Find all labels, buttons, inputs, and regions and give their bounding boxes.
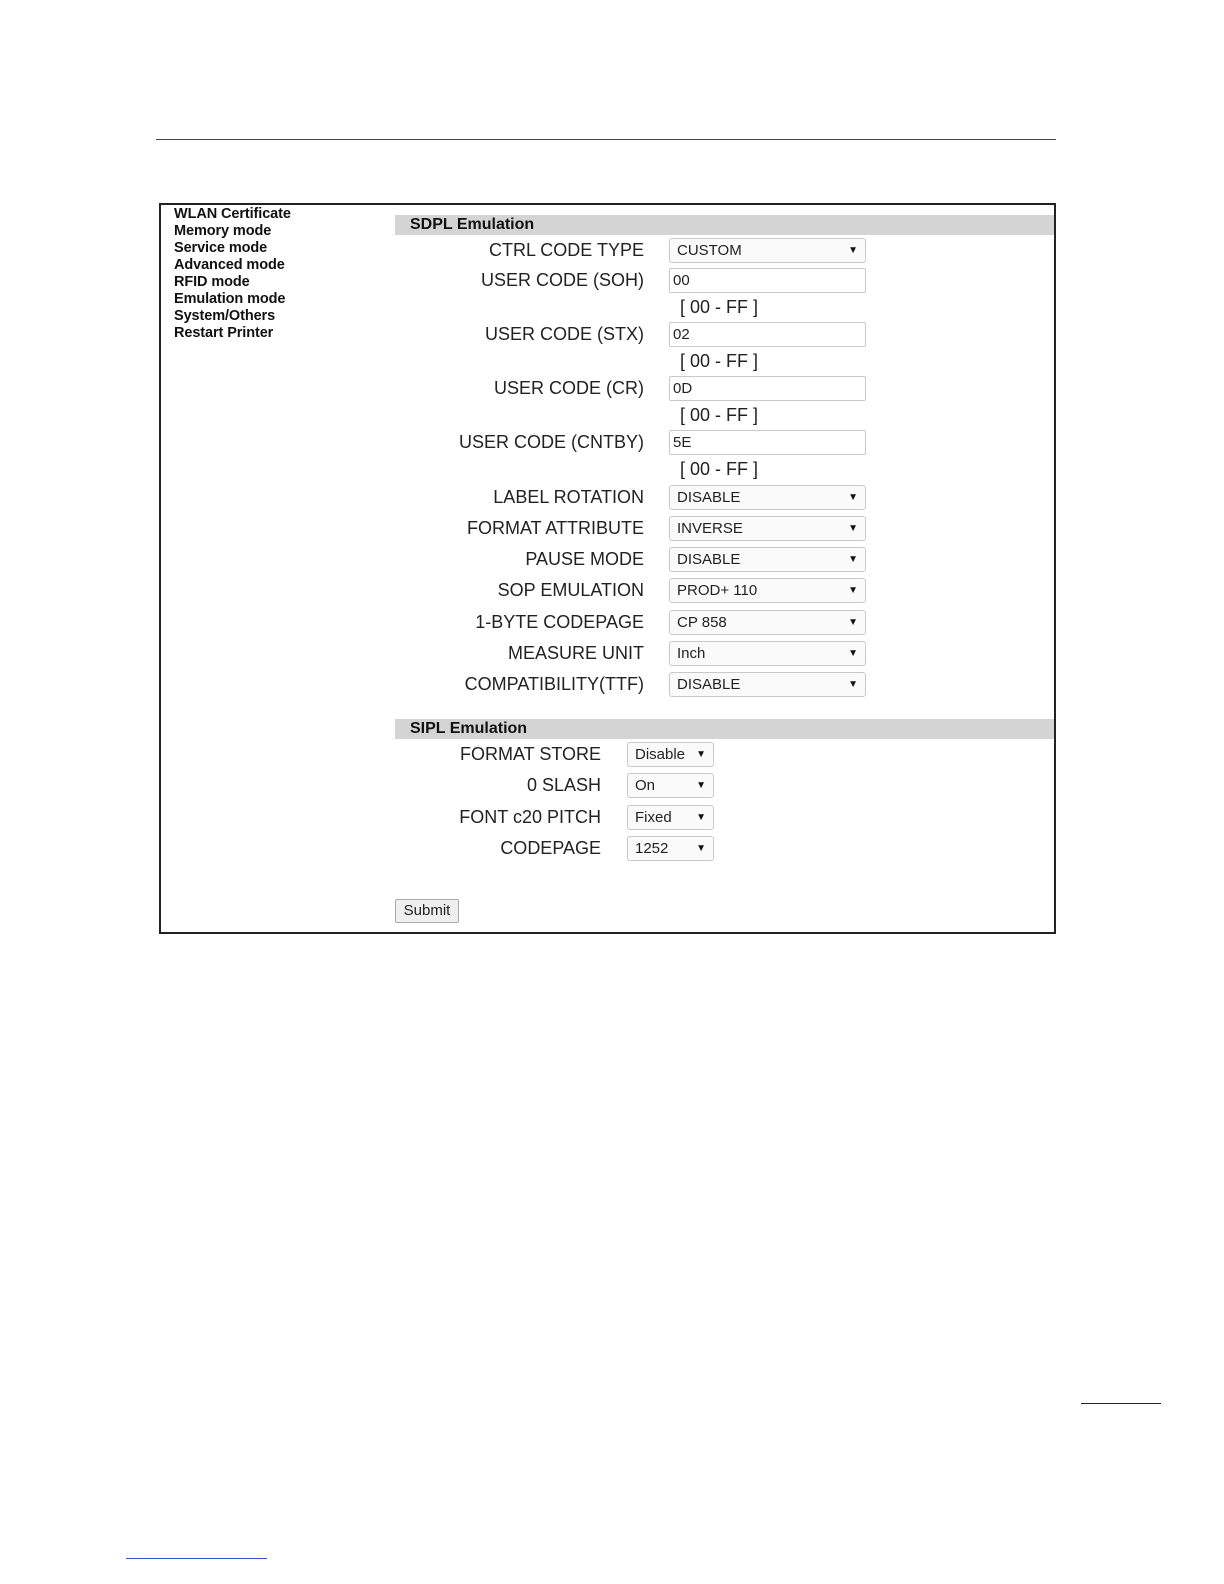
font-c20-pitch-label: FONT c20 PITCH <box>459 807 601 827</box>
compatibility-ttf-value: DISABLE <box>677 676 741 693</box>
sop-emulation-label: SOP EMULATION <box>497 580 644 600</box>
label-rotation-value: DISABLE <box>677 489 741 506</box>
user-code-soh-range: [ 00 - FF ] <box>680 297 759 317</box>
user-code-cr-range: [ 00 - FF ] <box>680 405 759 425</box>
codepage-1byte-label: 1-BYTE CODEPAGE <box>475 612 644 632</box>
dropdown-arrow-icon: ▼ <box>696 843 706 854</box>
compatibility-ttf-select[interactable] <box>669 672 866 697</box>
measure-unit-value: Inch <box>677 645 706 662</box>
user-code-cr-input[interactable] <box>669 376 866 401</box>
sipl-section-header: SIPL Emulation <box>395 719 1054 739</box>
user-code-cntby-label: USER CODE (CNTBY) <box>458 432 644 452</box>
footer-link-underline <box>126 1558 267 1559</box>
font-c20-pitch-value: Fixed <box>635 809 672 826</box>
zero-slash-select[interactable] <box>627 773 714 798</box>
user-code-soh-label: USER CODE (SOH) <box>480 270 644 290</box>
user-code-cr-label: USER CODE (CR) <box>493 378 644 398</box>
nav-item-advanced-mode[interactable]: Advanced mode <box>174 257 285 273</box>
codepage-select[interactable] <box>627 836 714 861</box>
user-code-soh-input[interactable] <box>669 268 866 293</box>
format-attribute-label: FORMAT ATTRIBUTE <box>466 518 644 538</box>
submit-button[interactable]: Submit <box>395 899 459 923</box>
format-attribute-value: INVERSE <box>677 520 743 537</box>
dropdown-arrow-icon: ▼ <box>696 780 706 791</box>
page-number-rule <box>1081 1403 1161 1404</box>
measure-unit-label: MEASURE UNIT <box>507 643 644 663</box>
user-code-cntby-input[interactable] <box>669 430 866 455</box>
codepage-1byte-value: CP 858 <box>677 614 727 631</box>
label-rotation-select[interactable] <box>669 485 866 510</box>
format-attribute-select[interactable] <box>669 516 866 541</box>
dropdown-arrow-icon: ▼ <box>848 245 858 256</box>
sdpl-section-header: SDPL Emulation <box>395 215 1054 235</box>
format-store-value: Disable <box>635 746 686 763</box>
codepage-value: 1252 <box>635 840 669 857</box>
measure-unit-select[interactable] <box>669 641 866 666</box>
dropdown-arrow-icon: ▼ <box>848 492 858 503</box>
printer-config-screenshot <box>159 203 1056 934</box>
zero-slash-label: 0 SLASH <box>526 775 601 795</box>
user-code-stx-input[interactable] <box>669 322 866 347</box>
sop-emulation-select[interactable] <box>669 578 866 603</box>
dropdown-arrow-icon: ▼ <box>848 523 858 534</box>
nav-item-rfid-mode[interactable]: RFID mode <box>174 274 250 290</box>
nav-item-wlan-certificate[interactable]: WLAN Certificate <box>174 206 291 222</box>
ctrl-code-type-value: CUSTOM <box>677 242 742 259</box>
dropdown-arrow-icon: ▼ <box>848 679 858 690</box>
codepage-1byte-select[interactable] <box>669 610 866 635</box>
pause-mode-select[interactable] <box>669 547 866 572</box>
pause-mode-value: DISABLE <box>677 551 741 568</box>
format-store-select[interactable] <box>627 742 714 767</box>
zero-slash-value: On <box>635 777 656 794</box>
dropdown-arrow-icon: ▼ <box>848 648 858 659</box>
user-code-stx-range: [ 00 - FF ] <box>680 351 759 371</box>
ctrl-code-type-select[interactable] <box>669 238 866 263</box>
user-code-stx-label: USER CODE (STX) <box>484 324 644 344</box>
nav-item-service-mode[interactable]: Service mode <box>174 240 268 256</box>
dropdown-arrow-icon: ▼ <box>696 812 706 823</box>
compatibility-ttf-label: COMPATIBILITY(TTF) <box>464 674 644 694</box>
dropdown-arrow-icon: ▼ <box>848 617 858 628</box>
format-store-label: FORMAT STORE <box>459 744 601 764</box>
nav-item-emulation-mode[interactable]: Emulation mode <box>174 291 286 307</box>
dropdown-arrow-icon: ▼ <box>696 749 706 760</box>
sidebar-nav <box>174 206 291 342</box>
label-rotation-label: LABEL ROTATION <box>493 487 644 507</box>
nav-item-memory-mode[interactable]: Memory mode <box>174 223 272 239</box>
dropdown-arrow-icon: ▼ <box>848 554 858 565</box>
font-c20-pitch-select[interactable] <box>627 805 714 830</box>
nav-item-restart-printer[interactable]: Restart Printer <box>174 325 274 341</box>
user-code-cntby-range: [ 00 - FF ] <box>680 459 759 479</box>
nav-item-system-others[interactable]: System/Others <box>174 308 276 324</box>
ctrl-code-type-label: CTRL CODE TYPE <box>488 240 644 260</box>
dropdown-arrow-icon: ▼ <box>848 585 858 596</box>
codepage-label: CODEPAGE <box>500 838 601 858</box>
sop-emulation-value: PROD+ 110 <box>677 582 758 599</box>
pause-mode-label: PAUSE MODE <box>525 549 644 569</box>
header-rule <box>156 139 1056 140</box>
